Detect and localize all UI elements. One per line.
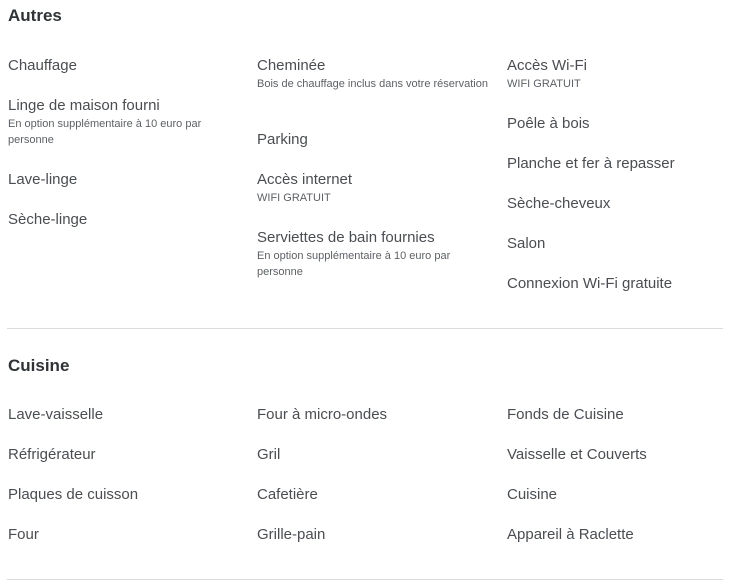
amenity-item [507, 446, 729, 486]
amenity-name: Vaisselle et Couverts [507, 446, 647, 463]
amenity-item [507, 486, 729, 526]
section-title-cuisine: Cuisine [8, 356, 70, 375]
amenity-item [8, 57, 243, 97]
amenity-note: En option supplémentaire à 10 euro par personne [257, 250, 451, 278]
amenity-name: Accès internet [257, 171, 353, 188]
autres-column-1 [8, 57, 243, 251]
amenity-name: Réfrigérateur [8, 446, 96, 463]
amenity-note: WIFI GRATUIT [257, 192, 331, 204]
autres-column-3 [507, 57, 729, 315]
amenity-name: Salon [507, 235, 546, 252]
amenity-name: Grille-pain [257, 526, 326, 543]
amenity-name: Planche et fer à repasser [507, 155, 675, 172]
amenity-item [8, 486, 243, 526]
amenity-name: Connexion Wi-Fi gratuite [507, 275, 673, 292]
amenity-note: WIFI GRATUIT [507, 78, 581, 90]
amenity-item [507, 115, 729, 155]
amenity-name: Poêle à bois [507, 115, 590, 132]
amenity-name: Parking [257, 131, 308, 148]
amenity-name: Gril [257, 446, 281, 463]
amenity-item [257, 57, 492, 131]
amenity-name: Chauffage [8, 57, 77, 74]
amenity-note: Bois de chauffage inclus dans votre réservation [257, 78, 488, 90]
amenity-name: Plaques de cuisson [8, 486, 139, 503]
amenity-item [257, 229, 492, 303]
amenity-item [8, 211, 243, 251]
amenity-item [507, 235, 729, 275]
autres-column-2 [257, 57, 492, 303]
amenity-name: Accès Wi-Fi [507, 57, 587, 74]
amenity-item [507, 155, 729, 195]
amenity-name: Cheminée [257, 57, 326, 74]
amenity-name: Sèche-cheveux [507, 195, 611, 212]
amenity-name: Lave-linge [8, 171, 78, 188]
cuisine-column-3 [507, 406, 729, 566]
amenity-item [257, 446, 492, 486]
amenity-item [8, 97, 243, 171]
amenity-item [507, 195, 729, 235]
amenity-item [257, 131, 492, 171]
amenity-name: Lave-vaisselle [8, 406, 104, 423]
amenity-name: Serviettes de bain fournies [257, 229, 435, 246]
section-divider [7, 579, 723, 580]
amenity-item [507, 526, 729, 566]
amenity-item [8, 171, 243, 211]
amenity-item [257, 171, 492, 229]
amenity-item [507, 57, 729, 115]
amenity-name: Fonds de Cuisine [507, 406, 624, 423]
amenity-item [8, 446, 243, 486]
amenity-item [257, 526, 492, 566]
section-divider [7, 328, 723, 329]
amenity-item [257, 486, 492, 526]
cuisine-column-1 [8, 406, 243, 566]
amenity-name: Sèche-linge [8, 211, 88, 228]
cuisine-column-2 [257, 406, 492, 566]
amenity-item [507, 406, 729, 446]
amenity-name: Linge de maison fourni [8, 97, 160, 114]
amenity-name: Cuisine [507, 486, 558, 503]
amenity-name: Cafetière [257, 486, 318, 503]
amenity-item [257, 406, 492, 446]
amenity-item [8, 406, 243, 446]
amenity-name: Four à micro-ondes [257, 406, 388, 423]
amenity-note: En option supplémentaire à 10 euro par personne [8, 118, 202, 146]
section-title-autres: Autres [8, 6, 62, 25]
amenity-item [8, 526, 243, 566]
amenity-name: Appareil à Raclette [507, 526, 634, 543]
amenity-name: Four [8, 526, 39, 543]
amenity-item [507, 275, 729, 315]
